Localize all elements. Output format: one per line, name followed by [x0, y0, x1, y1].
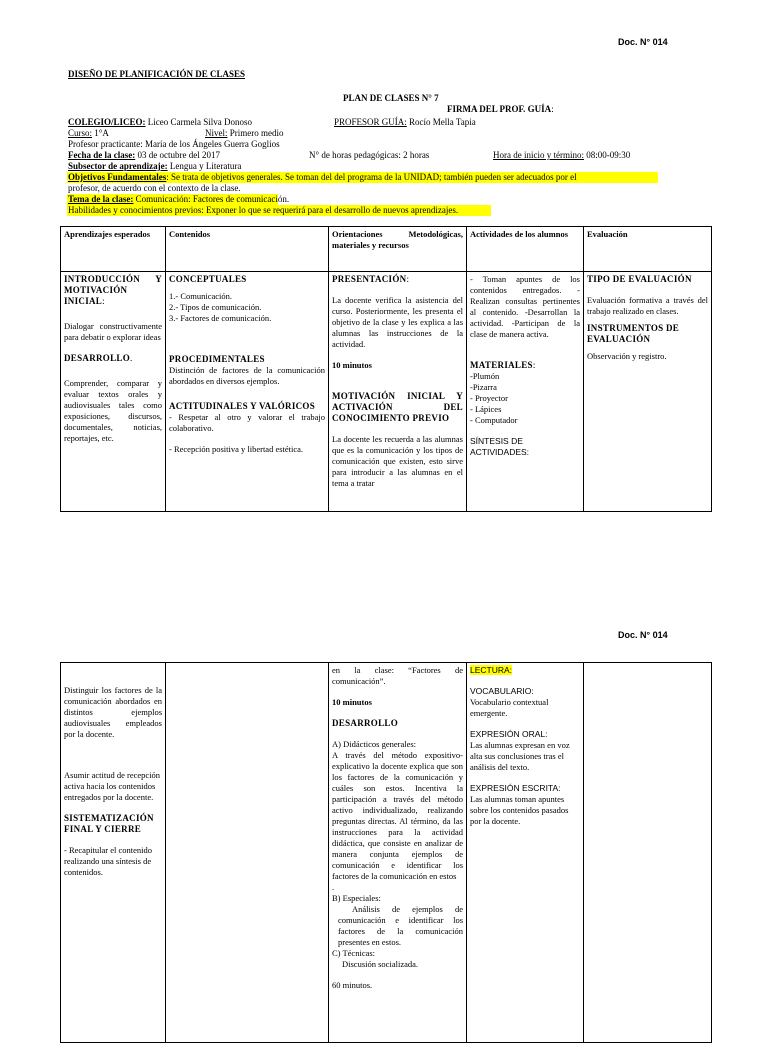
level-line: Nivel: Primero medio [205, 128, 284, 138]
skills-line: Habilidades y conocimientos previos: Exponer lo que se requerirá para el desarrollo de nuevos aprendizajes. [68, 205, 459, 215]
hours-line: N° de horas pedagógicas: 2 horas [309, 150, 430, 160]
comprehension-text: Comprender, comparar y evaluar textos orales y audiovisuales tales como exposiciones, discursos, documentales, noticias, reportajes, etc. [64, 378, 162, 443]
recap-text: - Recapitular el contenido realizando una síntesis de contenidos. [64, 845, 153, 877]
closing-heading: SISTEMATIZACIÓN FINAL Y CIERRE [64, 813, 154, 834]
planning-table [60, 226, 712, 512]
oral-text: Las alumnas expresan en voz alta sus conclusiones tras el análisis del texto. [470, 740, 570, 772]
techniques-text: Discusión socializada. [342, 959, 419, 969]
development-heading: DESARROLLO [332, 718, 399, 728]
vocabulary-text: Vocabulario contextual emergente. [470, 697, 549, 718]
school-line: COLEGIO/LICEO: Liceo Carmela Silva Donoso [68, 117, 252, 127]
guide-teacher-line: PROFESOR GUÍA: Rocío Mella Tapia [334, 117, 476, 127]
class-topic-continuation: en la clase: “Factores de comunicación”. [332, 665, 463, 686]
activities-cell-continued [467, 663, 584, 1043]
table-row [61, 272, 712, 512]
oral-heading: EXPRESIÓN ORAL: [470, 729, 548, 739]
duration-60: 60 minutos. [332, 980, 373, 990]
concept-item: 3.- Factores de comunicación. [169, 313, 272, 323]
doc-number: Doc. N° 014 [618, 37, 668, 47]
evaluation-cell [584, 272, 712, 512]
dialogue-text: Dialogar constructivamente para debatir o explorar ideas [64, 321, 162, 342]
duration-label: 10 minutos [332, 697, 372, 707]
concept-item: 1.- Comunicación. [169, 291, 233, 301]
methodology-cell-continued [329, 663, 467, 1043]
written-text: Las alumnas toman apuntes sobre los contenidos pasados por la docente. [470, 794, 569, 826]
motivation-text: La docente les recuerda a las alumnas que es la comunicación y los tipos de comunicación que existen, esto sirve para introducir a las alumnas en el tema a tratar [332, 434, 463, 488]
presentation-heading: PRESENTACIÓN: [332, 274, 410, 284]
subsector-line: Subsector de aprendizaje: Lengua y Literatura [68, 161, 242, 171]
table-row [61, 663, 712, 1043]
didactic-general-label: A) Didácticos generales: [332, 739, 417, 749]
activities-cell [467, 272, 584, 512]
attitudinal-text-1: - Respetar al otro y valorar el trabajo colaborativo. [169, 412, 325, 433]
special-text: Análisis de ejemplos de comunicación e identificar los factores de la comunicación presentes en estos. [338, 904, 463, 947]
trailing-dot: . [332, 882, 335, 892]
time-line: Hora de inicio y término: 08:00-09:30 [493, 150, 631, 160]
didactic-general-text: A través del método expositivo-explicativo la docente explica que son los factores de la comunicación y cuáles son estos. Incentiva la participación a través del método activo individualizado, realizando preguntas directas. Al término, da las instrucciones para la actividad didáctica, que consiste en analizar de manera conjunta ejemplos de comunicación e identificar los factores de la comunicación en estos [332, 750, 463, 881]
vocabulary-heading: VOCABULARIO: [470, 686, 534, 696]
activities-text: - Toman apuntes de los contenidos entregados. -Realizan consultas pertinentes al contenido. -Desarrollan la actividad. -Participan de la clase de manera activa. [470, 274, 580, 339]
evaluation-type-heading: TIPO DE EVALUACIÓN [587, 274, 692, 284]
material-item: - Proyector [470, 393, 509, 403]
header-methodology: Orientaciones Metodológicas, materiales y recursos [329, 227, 467, 272]
reading-heading: LECTURA: [470, 665, 513, 675]
trainee-teacher: Profesor practicante: María de los Ángeles Guerra Goglios [68, 139, 280, 149]
header-learning: Aprendizajes esperados [61, 227, 166, 272]
attitudinal-heading: ACTITUDINALES Y VALÓRICOS [169, 401, 316, 411]
course-line: Curso: 1°A [68, 128, 109, 138]
document-title: DISEÑO DE PLANIFICACIÓN DE CLASES [68, 69, 246, 79]
contents-cell [166, 272, 329, 512]
material-item: -Plumón [470, 371, 500, 381]
learning-cell [61, 272, 166, 512]
development-heading: DESARROLLO. [64, 353, 133, 363]
presentation-text: La docente verifica la asistencia del curso. Posteriormente, les presenta el objetivo de la clase y les explica a las alumnas las instrucciones de la actividad. [332, 295, 463, 349]
header-evaluation: Evaluación [584, 227, 712, 272]
distinguish-text: Distinguir los factores de la comunicación abordados en distintos ejemplos audiovisuales empleados por la docente. [64, 685, 162, 739]
contents-cell-continued [166, 663, 329, 1043]
special-label: B) Especiales: [332, 893, 381, 903]
written-heading: EXPRESIÓN ESCRITA: [470, 783, 561, 793]
planning-table-continued [60, 662, 712, 1043]
material-item: -Pizarra [470, 382, 497, 392]
attitudinal-text-2: - Recepción positiva y libertad estética. [169, 444, 304, 454]
signature-label: FIRMA DEL PROF. GUÍA: [447, 104, 554, 114]
header-contents: Contenidos [166, 227, 329, 272]
synthesis-heading: SÍNTESIS DE ACTIVIDADES: [470, 436, 530, 457]
concept-item: 2.- Tipos de comunicación. [169, 302, 262, 312]
procedural-text: Distinción de factores de la comunicación abordados en diversos ejemplos. [169, 365, 325, 386]
date-line: Fecha de la clase: 03 de octubre del 2017 [68, 150, 220, 160]
methodology-cell [329, 272, 467, 512]
instruments-text: Observación y registro. [587, 351, 667, 361]
learning-cell-continued [61, 663, 166, 1043]
material-item: - Lápices [470, 404, 502, 414]
intro-heading: INTRODUCCIÓN Y MOTIVACIÓN INICIAL: [64, 274, 162, 306]
techniques-label: C) Técnicas: [332, 948, 376, 958]
instruments-heading: INSTRUMENTOS DE EVALUACIÓN [587, 323, 680, 344]
assume-text: Asumir actitud de recepción activa hacia los contenidos entregados por la docente. [64, 770, 161, 802]
procedural-heading: PROCEDIMENTALES [169, 354, 265, 364]
conceptual-heading: CONCEPTUALES [169, 274, 247, 284]
objectives-line-2: profesor, de acuerdo con el contexto de la clase. [68, 183, 241, 193]
plan-title: PLAN DE CLASES N° 7 [343, 93, 439, 103]
objectives-line: Objetivos Fundamentales: Se trata de objetivos generales. Se toman del del programa de la UNIDAD; también pueden ser adecuados por el [68, 172, 577, 182]
motivation-heading: MOTIVACIÓN INICIAL Y ACTIVACIÓN DEL CONOCIMIENTO PREVIO [332, 391, 463, 423]
material-item: - Computador [470, 415, 518, 425]
evaluation-cell-continued [584, 663, 712, 1043]
topic-line: Tema de la clase: Comunicación: Factores de comunicación. [68, 194, 290, 204]
table-header-row [61, 227, 712, 272]
materials-heading: MATERIALES: [470, 360, 536, 370]
doc-number-page-2: Doc. N° 014 [618, 630, 668, 640]
evaluation-type-text: Evaluación formativa a través del trabajo realizado en clases. [587, 295, 708, 316]
header-activities: Actividades de los alumnos [467, 227, 584, 272]
duration-label: 10 minutos [332, 360, 372, 370]
